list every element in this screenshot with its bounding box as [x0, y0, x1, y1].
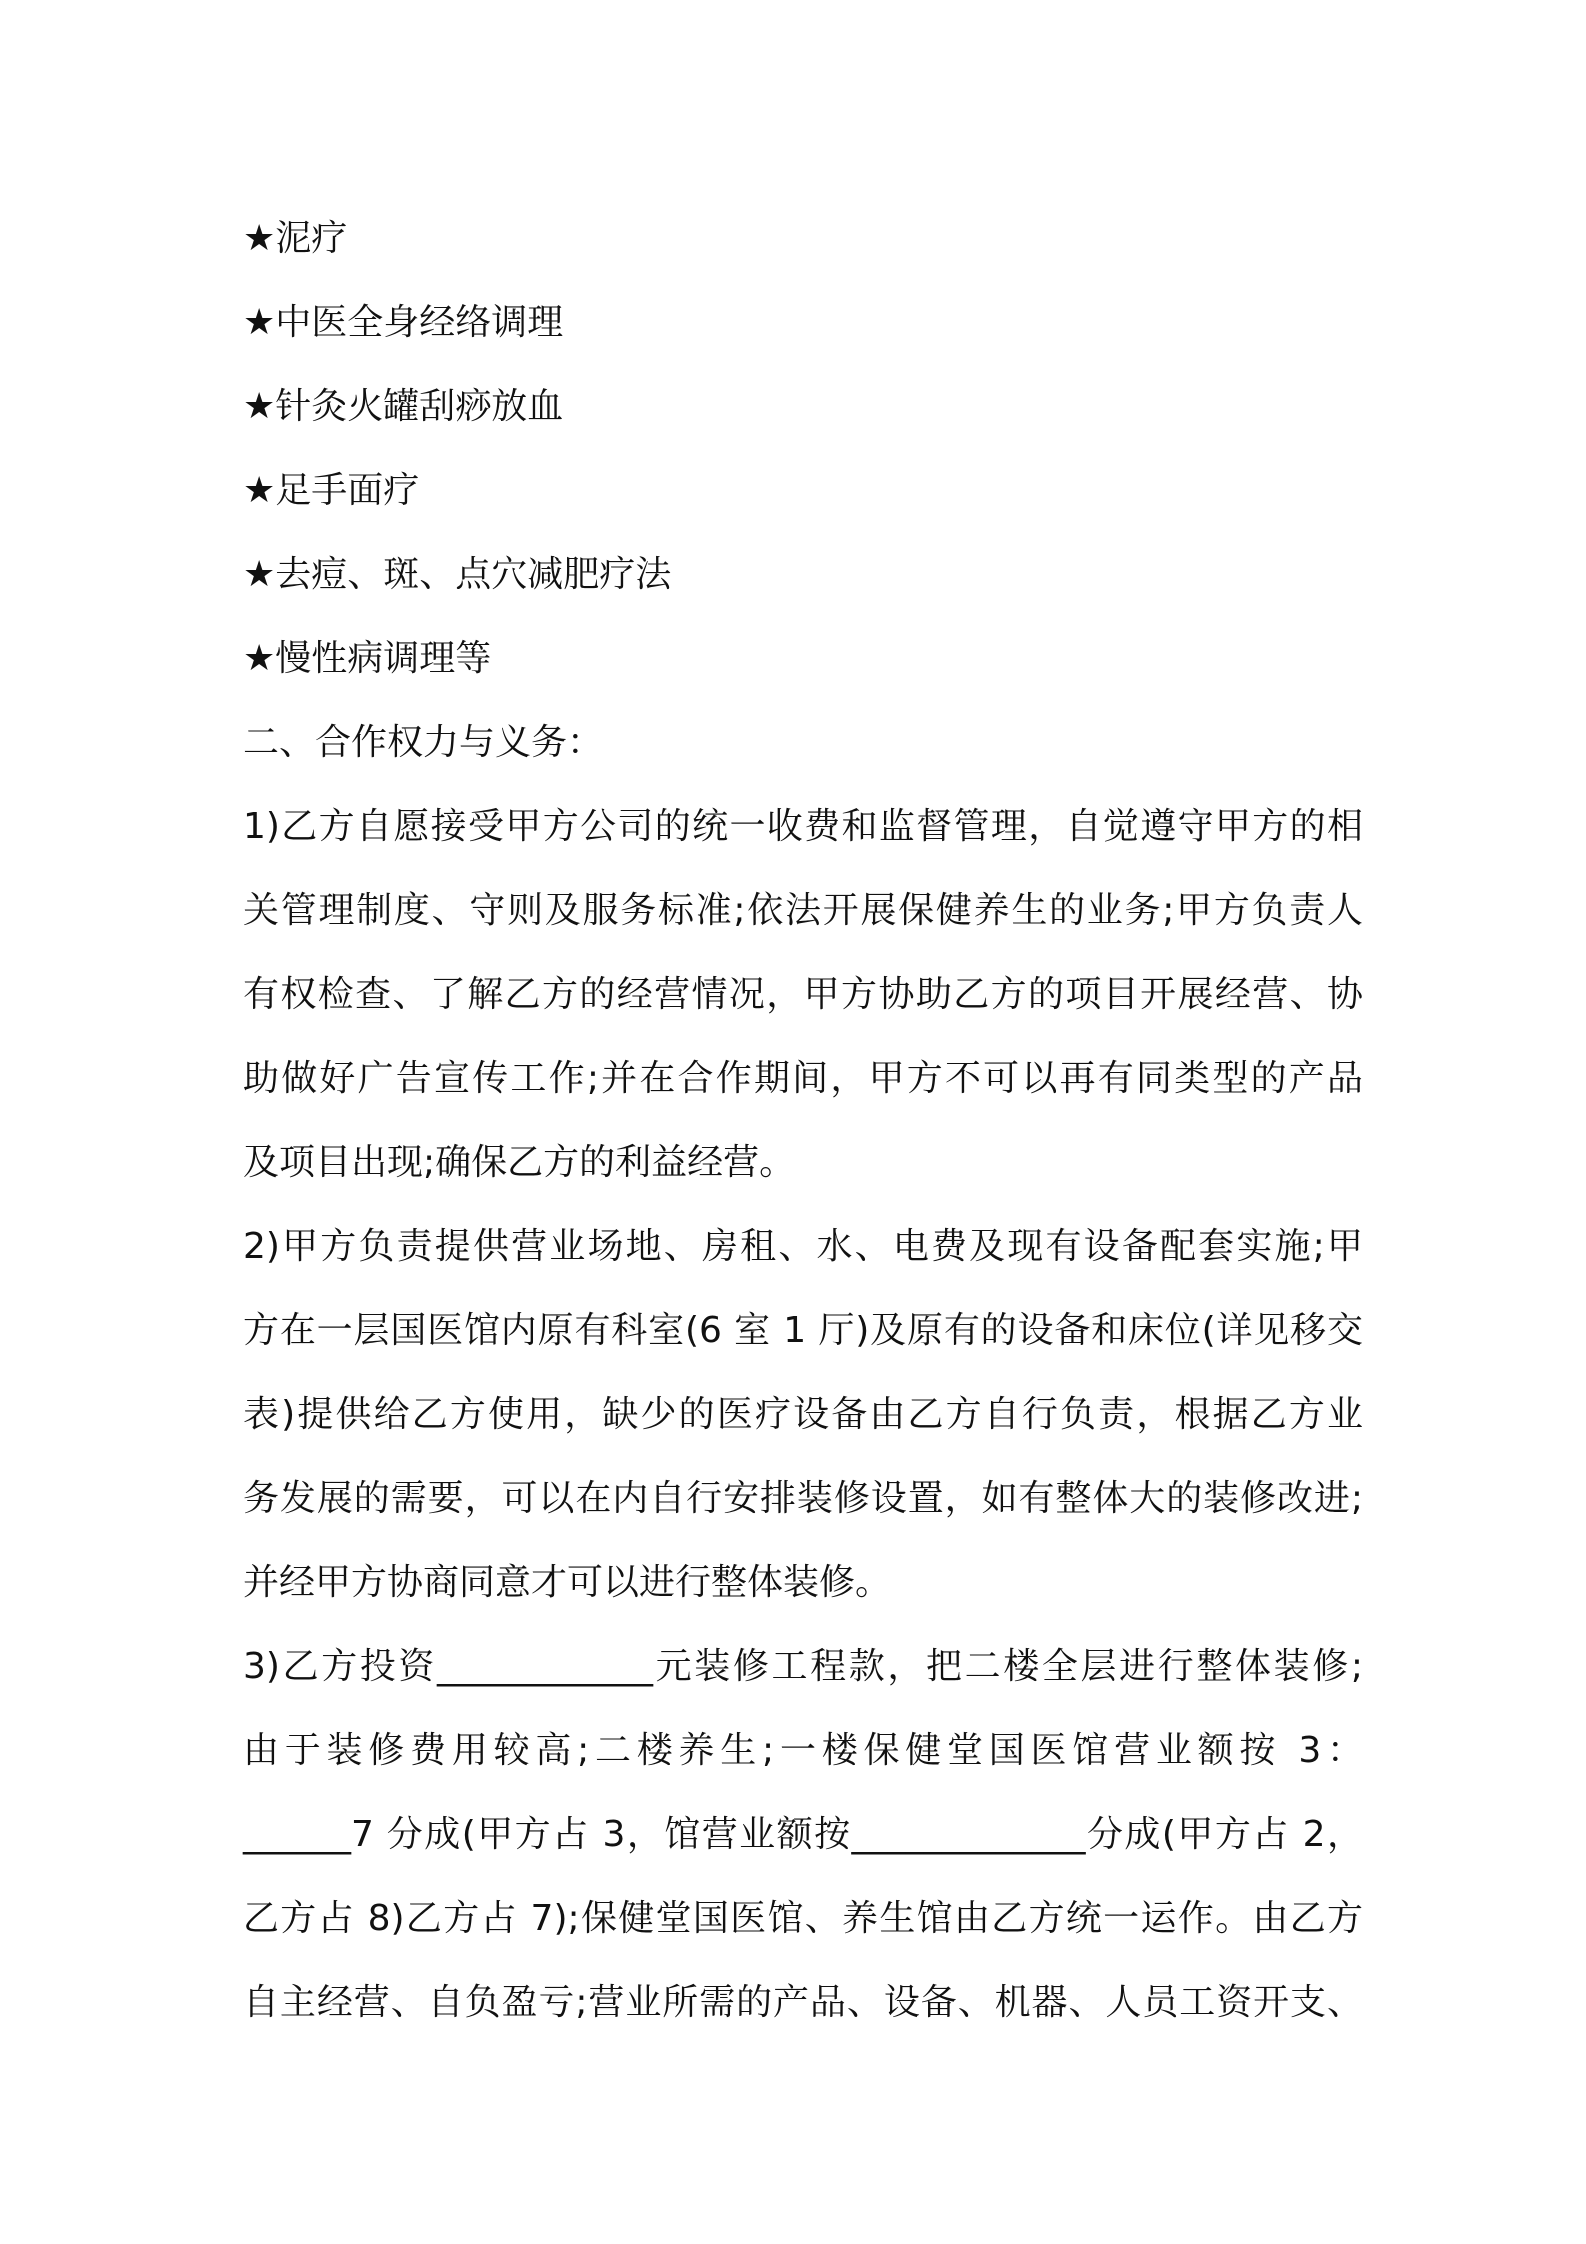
paragraph-line: 务发展的需要，可以在内自行安排装修设置，如有整体大的装修改进;: [243, 1478, 1363, 1519]
paragraph-line: 3)乙方投资____________元装修工程款，把二楼全层进行整体装修;: [243, 1646, 1363, 1687]
paragraph-line: 及项目出现;确保乙方的利益经营。: [243, 1142, 796, 1183]
document-body: [243, 197, 1363, 2045]
paragraph-line: 自主经营、自负盈亏;营业所需的产品、设备、机器、人员工资开支、: [243, 1982, 1363, 2023]
list-item-acne-spots-slimming: ★去痘、斑、点穴减肥疗法: [243, 554, 672, 595]
paragraph-line: 有权检查、了解乙方的经营情况，甲方协助乙方的项目开展经营、协: [243, 974, 1363, 1015]
paragraph-2: [243, 1205, 1363, 1625]
paragraph-line: 乙方占 8)乙方占 7);保健堂国医馆、养生馆由乙方统一运作。由乙方: [243, 1898, 1363, 1939]
paragraph-line: 关管理制度、守则及服务标准;依法开展保健养生的业务;甲方负责人: [243, 890, 1363, 931]
paragraph-line: 助做好广告宣传工作;并在合作期间，甲方不可以再有同类型的产品: [243, 1058, 1363, 1099]
paragraph-line: 由于装修费用较高;二楼养生;一楼保健堂国医馆营业额按 3：: [243, 1730, 1363, 1771]
list-item-acupuncture-cupping: ★针灸火罐刮痧放血: [243, 386, 564, 427]
list-item-meridian-conditioning: ★中医全身经络调理: [243, 302, 564, 343]
paragraph-line: 方在一层国医馆内原有科室(6 室 1 厅)及原有的设备和床位(详见移交: [243, 1310, 1363, 1351]
paragraph-3: [243, 1625, 1363, 2045]
paragraph-line: 2)甲方负责提供营业场地、房租、水、电费及现有设备配套实施;甲: [243, 1226, 1363, 1267]
paragraph-line: ______7 分成(甲方占 3，馆营业额按_____________分成(甲方占 2，: [243, 1814, 1363, 1855]
list-item-chronic-disease: ★慢性病调理等: [243, 638, 492, 679]
paragraph-1: [243, 785, 1363, 1205]
section-heading: 二、合作权力与义务：: [243, 722, 604, 763]
list-item-mud-therapy: ★泥疗: [243, 218, 348, 259]
paragraph-line: 并经甲方协商同意才可以进行整体装修。: [243, 1562, 892, 1603]
list-item-foot-hand-face: ★足手面疗: [243, 470, 420, 511]
paragraph-line: 表)提供给乙方使用，缺少的医疗设备由乙方自行负责，根据乙方业: [243, 1394, 1363, 1435]
paragraph-line: 1)乙方自愿接受甲方公司的统一收费和监督管理，自觉遵守甲方的相: [243, 806, 1363, 847]
